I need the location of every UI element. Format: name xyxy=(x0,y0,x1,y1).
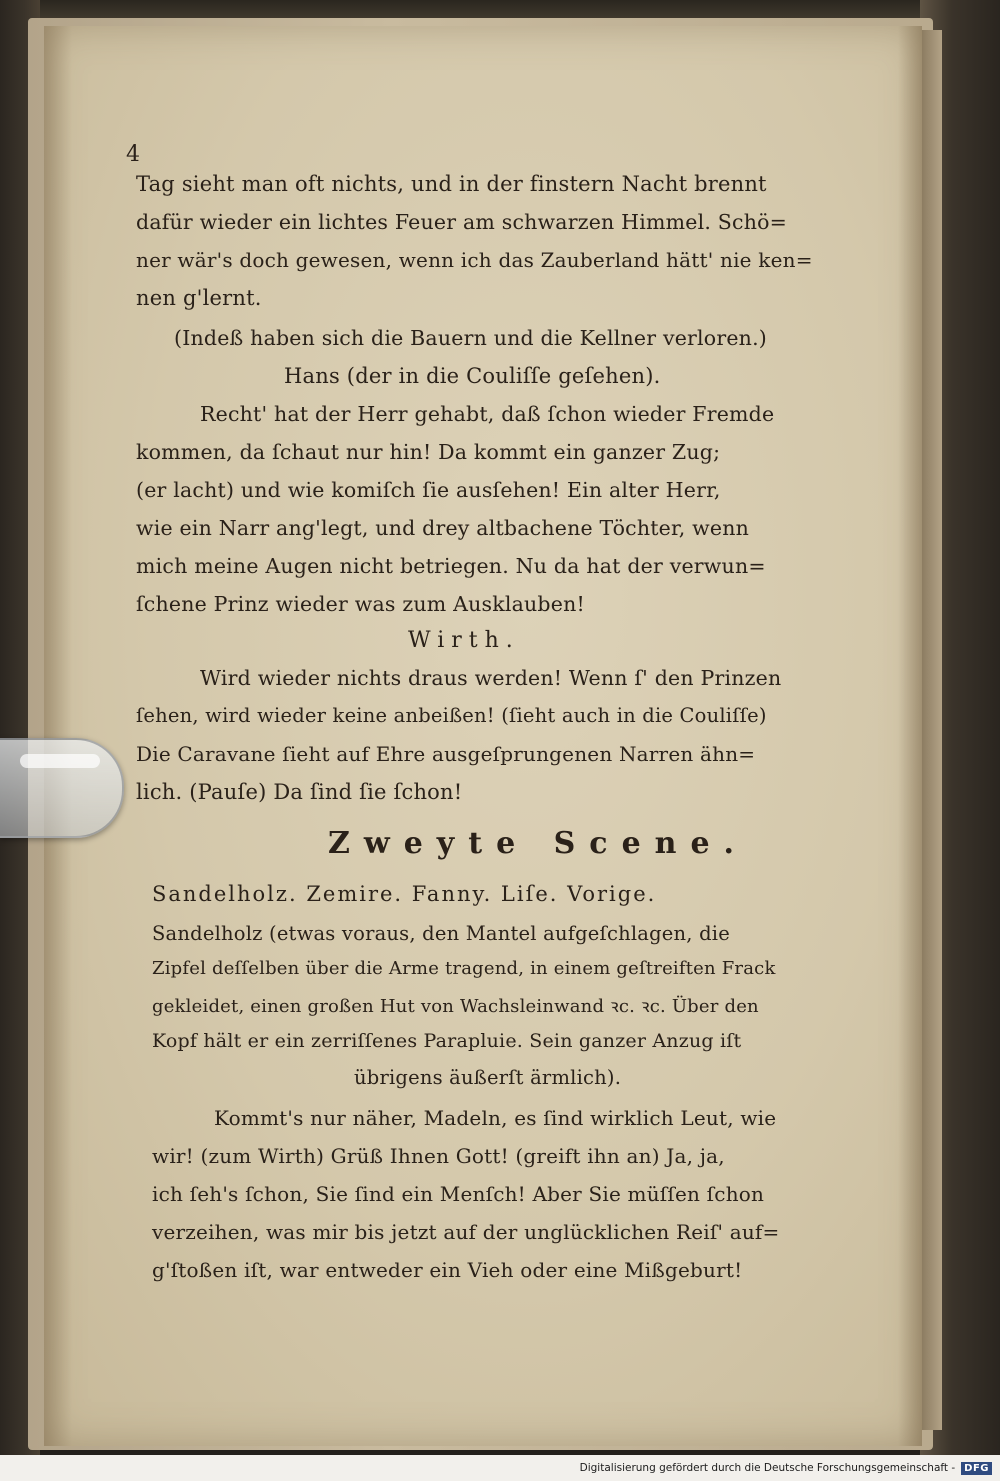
clip-highlight xyxy=(20,754,100,768)
stage-direction: Sandelholz (etwas voraus, den Mantel aufgeſchlagen, die xyxy=(152,922,730,945)
text-line: Die Caravane ſieht auf Ehre ausgeſprungenen Narren ähn= xyxy=(136,742,756,766)
speaker-line: Hans (der in die Couliſſe geſehen). xyxy=(284,364,661,388)
text-line: ich ſeh's ſchon, Sie ſind ein Menſch! Aber Sie müſſen ſchon xyxy=(152,1182,765,1206)
stage-direction: Kopf hält er ein zerriſſenes Parapluie. Sein ganzer Anzug iſt xyxy=(152,1030,742,1052)
text-line: Wird wieder nichts draus werden! Wenn ſ' den Prinzen xyxy=(200,666,782,690)
cast-list: Sandelholz. Zemire. Fanny. Liſe. Vorige. xyxy=(152,882,657,906)
page-shadow-left xyxy=(44,26,72,1446)
text-line: Tag sieht man oft nichts, und in der finstern Nacht brennt xyxy=(136,172,767,196)
text-line: Recht' hat der Herr gehabt, daß ſchon wieder Fremde xyxy=(200,402,775,426)
text-line: dafür wieder ein lichtes Feuer am schwarzen Himmel. Schö= xyxy=(136,210,788,234)
text-line: verzeihen, was mir bis jetzt auf der unglücklichen Reiſ' auf= xyxy=(152,1220,780,1244)
text-line: mich meine Augen nicht betriegen. Nu da hat der verwun= xyxy=(136,554,766,578)
text-line: (er lacht) und wie komiſch ſie ausſehen! Ein alter Herr, xyxy=(136,478,721,502)
stage-direction: Zipfel deſſelben über die Arme tragend, in einem geſtreiften Frack xyxy=(152,958,776,979)
page-gutter-shadow xyxy=(898,26,922,1446)
text-line: ſehen, wird wieder keine anbeißen! (ſieht auch in die Couliſſe) xyxy=(136,704,767,727)
plastic-page-clip xyxy=(0,738,124,838)
text-line: nen g'lernt. xyxy=(136,286,262,310)
digitization-footer xyxy=(0,1455,1000,1481)
scene-heading: Zweyte Scene. xyxy=(328,826,748,861)
dfg-logo: DFG xyxy=(961,1462,992,1475)
footer-credit-text: Digitalisierung gefördert durch die Deutsche Forschungsgemeinschaft - xyxy=(579,1462,956,1474)
speaker-name: Wirth. xyxy=(408,628,520,653)
book-page xyxy=(44,26,922,1446)
adjacent-page-edge xyxy=(922,30,942,1430)
text-line: ner wär's doch gewesen, wenn ich das Zauberland hätt' nie ken= xyxy=(136,248,813,272)
text-line: wir! (zum Wirth) Grüß Ihnen Gott! (greift ihn an) Ja, ja, xyxy=(152,1144,725,1168)
text-line: ſchene Prinz wieder was zum Ausklauben! xyxy=(136,592,585,616)
page-number: 4 xyxy=(126,142,141,167)
stage-direction: (Indeß haben sich die Bauern und die Kellner verloren.) xyxy=(174,326,767,350)
text-line: lich. (Pauſe) Da ſind ſie ſchon! xyxy=(136,780,463,804)
text-line: Kommt's nur näher, Madeln, es ſind wirklich Leut, wie xyxy=(214,1106,777,1130)
stage-direction: gekleidet, einen großen Hut von Wachsleinwand ꝛc. ꝛc. Über den xyxy=(152,996,759,1017)
text-line: g'ſtoßen iſt, war entweder ein Vieh oder eine Mißgeburt! xyxy=(152,1258,743,1282)
text-line: kommen, da ſchaut nur hin! Da kommt ein ganzer Zug; xyxy=(136,440,721,464)
text-line: wie ein Narr ang'legt, und drey altbachene Töchter, wenn xyxy=(136,516,750,540)
stage-direction: übrigens äußerſt ärmlich). xyxy=(354,1066,622,1089)
